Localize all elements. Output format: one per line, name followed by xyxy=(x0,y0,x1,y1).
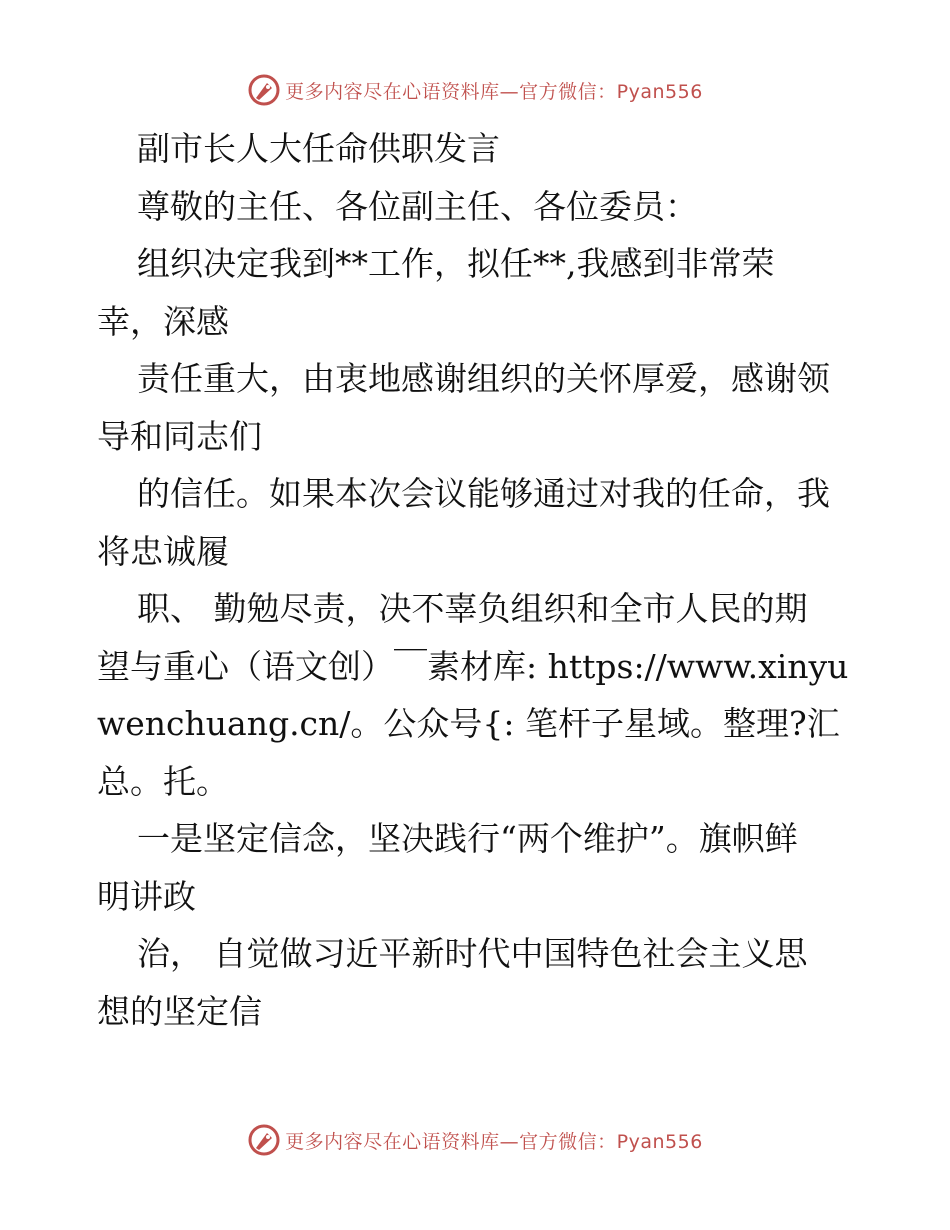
paragraph-line: 总。托。 xyxy=(97,761,229,801)
paragraph-line: wenchuang.cn/。公众号{: 笔杆子星域。整理?汇 xyxy=(97,704,840,743)
pen-nib-logo-icon xyxy=(247,73,281,107)
document-title: 副市长人大任命供职发言 xyxy=(137,129,500,168)
paragraph-line: 幸，深感 xyxy=(97,301,229,341)
footer-banner xyxy=(0,1120,950,1160)
footer-banner-text: 更多内容尽在心语资料库—官方微信：Pyan556 xyxy=(285,1130,703,1153)
header-banner-text: 更多内容尽在心语资料库—官方微信：Pyan556 xyxy=(285,80,703,103)
header-banner xyxy=(0,70,950,110)
paragraph-line: 导和同志们 xyxy=(97,416,262,456)
salutation-line: 尊敬的主任、各位副主任、各位委员： xyxy=(137,186,698,226)
document-body xyxy=(97,120,857,1040)
paragraph-line: 的信任。如果本次会议能够通过对我的任命，我 xyxy=(137,474,830,513)
paragraph-line: 组织决定我到**工作，拟任**,我感到非常荣 xyxy=(137,244,775,283)
paragraph-line: 责任重大，由衷地感谢组织的关怀厚爱，感谢领 xyxy=(137,359,830,398)
paragraph-line: 一是坚定信念，坚决践行“两个维护”。旗帜鲜 xyxy=(137,819,798,858)
paragraph-line: 治， 自觉做习近平新时代中国特色社会主义思 xyxy=(137,934,808,973)
paragraph-line: 想的坚定信 xyxy=(97,991,262,1031)
paragraph-line: 望与重心（语文创）￣素材库: https://www.xinyu xyxy=(97,646,849,686)
pen-nib-logo-icon xyxy=(247,1123,281,1157)
paragraph-line: 明讲政 xyxy=(97,876,196,916)
paragraph-line: 将忠诚履 xyxy=(97,531,229,571)
paragraph-line: 职、 勤勉尽责，决不辜负组织和全市人民的期 xyxy=(137,589,808,628)
